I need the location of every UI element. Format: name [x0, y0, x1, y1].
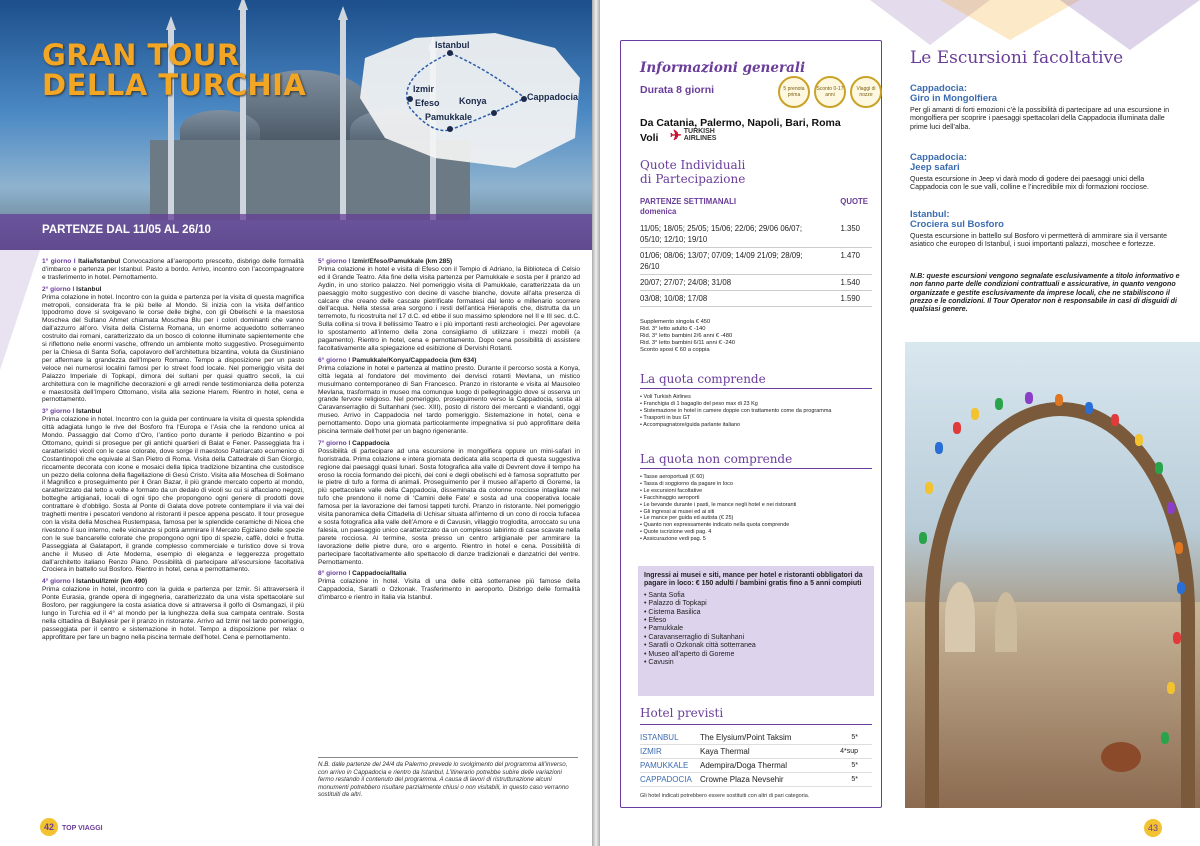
ingressi-heading: Ingressi ai musei e siti, mance per hotel e ristoranti obbligatori da pagare in loco: € 150 adulti / bambini gratis fino a 5 anni compiuti — [644, 572, 863, 588]
partenze-text: PARTENZE DAL 11/05 AL 26/10 — [42, 224, 211, 236]
itinerary-column-1 — [42, 258, 304, 813]
quote-heading-line-1: Quote Individuali — [640, 158, 746, 172]
col-quote: QUOTE — [840, 197, 868, 206]
hero-title-line-1: GRAN TOUR — [42, 38, 240, 72]
non-comprende-heading: La quota non comprende — [640, 452, 793, 466]
ingressi-box — [638, 566, 874, 696]
comprende-heading: La quota comprende — [640, 372, 766, 386]
day-6: 6° giorno I Pamukkale/Konya/Cappadocia (km 634) Prima colazione in hotel e partenza al mattino presto. Durante il percorso sosta a Konya, città legata al fondatore del movimento dei dervisci rotanti Mevlana, un mistico musulmano contemporaneo di San Francesco. Pranzo in ristorante e visita al Mausoleo Mevlana, trasformato in museo ma comunque luogo di pellegrinaggio dove si osserva un grande fervore religioso. Nel pomeriggio, proseguimento verso la Cappadocia, sosta al Caravanserraglio di Sultanhani (sec. XIII), posto di ristoro dei mercanti e viandanti, oggi museo. Arrivo in Cappadocia nel tardo pomeriggio. Sistemazione in hotel, cena e pernottamento. Dopo una giornata particolarmente impegnativa si può approfittare della piscina termale dell’hotel per un bagno rigenerante. — [318, 356, 580, 436]
excursion-bosforo: Istanbul: Crociera sul Bosforo Questa escursione in battello sul Bosforo vi permetterà di ammirare sia il versante asiatico che europeo di Istanbul, i suoi importanti palazzi, moschee e fortezze. — [910, 209, 1168, 249]
list-item: • Efeso — [644, 617, 868, 625]
list-item: • Facchinaggio aeroporti — [640, 495, 872, 502]
quote-heading-line-2: di Partecipazione — [640, 172, 746, 186]
list-item: • Sistemazione in hotel in camere doppie con trattamento come da programma — [640, 408, 872, 415]
map-label-istanbul: Istanbul — [435, 40, 470, 50]
list-item: • Tasse aeroportuali (€ 60) — [640, 474, 872, 481]
list-item: • Trasporti in bus GT — [640, 415, 872, 422]
day-1: 1° giorno I Italia/Istanbul Convocazione all’aeroporto prescelto, disbrigo delle formalità d’imbarco e partenza per Istanbul. Pasto a bordo. Arrivo, incontro con l’accompagnatore e trasferimento in hotel. Pernottamento. — [42, 258, 304, 281]
list-item: • Pamukkale — [644, 625, 868, 633]
map-label-cappadocia: Cappadocia — [527, 92, 579, 102]
price-row: 20/07; 27/07; 24/08; 31/08 1.540 — [640, 275, 872, 291]
map-label-pamukkale: Pamukkale — [425, 112, 473, 122]
durata: Durata 8 giorni — [640, 84, 715, 96]
excursion-jeep-safari: Cappadocia: Jeep safari Questa escursione in Jeep vi darà modo di godere dei paesaggi unici della Cappadocia con le sue valli, colline e l’incredibile mix di formazioni rocciose. — [910, 152, 1149, 192]
list-item: • Palazzo di Topkapi — [644, 600, 868, 608]
hotels-table — [640, 731, 872, 787]
price-row: 11/05; 18/05; 25/05; 15/06; 22/06; 29/06 06/07; 05/10; 12/10; 19/10 1.350 — [640, 221, 872, 248]
list-item: • Quote iscrizione vedi pag. 4 — [640, 529, 872, 536]
departure-cities: Da Catania, Palermo, Napoli, Bari, Roma — [640, 117, 841, 129]
itinerary-column-2 — [318, 258, 580, 753]
list-item: • Museo all’aperto di Goreme — [644, 651, 868, 659]
cappadocia-photo — [905, 342, 1200, 808]
day-4: 4° giorno I Istanbul/Izmir (km 490) Prima colazione in hotel, incontro con la guida e partenza per Izmir. Si attraverserà il Ponte Eurasia, grande opera di ingegneria, caratterizzato da una vista spettacolare sul Bosforo, per raggiungere la costa asiatica dove si attraversa il golfo di Osmangazi, il più lungo in Turchia ed il 4° al mondo per la lunghezza della sua campata centrale. Sosta nella cittadina di Balykesir per il pranzo in ristorante. Arrivo ad Izmir nel tardo pomeriggio, passeggiata per il centro e sistemazione in hotel. Tempo a disposizione per relax o approfittare per fare un bagno nella piscina termale dell’hotel. Cena e pernottamento. — [42, 578, 304, 641]
map-label-efeso: Efeso — [415, 98, 440, 108]
hero-title-line-2: DELLA TURCHIA — [42, 68, 307, 102]
excursions-title: Le Escursioni facoltative — [910, 48, 1124, 68]
list-item: • Quanto non espressamente indicato nella quota comprende — [640, 522, 872, 529]
list-item: • Le bevande durante i pasti, le mance negli hotel e nei ristoranti — [640, 502, 872, 509]
info-heading: Informazioni generali — [640, 60, 806, 76]
list-item: • Franchigia di 1 bagaglio del peso max di 23 Kg — [640, 401, 872, 408]
hero-title — [42, 40, 306, 100]
col-partenze: PARTENZE SETTIMANALI — [640, 197, 737, 206]
price-row: 01/06; 08/06; 13/07; 07/09; 14/09 21/09; 28/09; 26/10 1.470 — [640, 248, 872, 275]
route-map — [355, 18, 585, 178]
badge-prenota-prima: 5 prenota prima — [778, 76, 810, 108]
hotel-row: IZMIR Kaya Thermal 4*sup — [640, 745, 872, 759]
divider — [640, 724, 872, 725]
price-table-header — [640, 197, 872, 217]
page-number-right: 43 — [1144, 819, 1162, 837]
supplements: Supplemento singola € 450 Rid. 3° letto adulto € -140 Rid. 3° letto bambini 2/6 anni € -480 Rid. 3° letto bambini 6/11 anni € -240 Sconto sposi € 60 a coppia — [640, 319, 736, 354]
excursion-mongolfiera: Cappadocia: Giro in Mongolfiera Per gli amanti di forti emozioni c’è la possibilità di partecipare ad una escursione in mongolfiera per scoprire i paesaggi spettacolari della Cappadocia illuminata dalle prime luci dell’alba. — [910, 83, 1170, 131]
map-label-konya: Konya — [459, 96, 487, 106]
right-page — [600, 0, 1200, 846]
list-item: • Le mance per guida ed autista (€ 25) — [640, 515, 872, 522]
day-2: 2° giorno I Istanbul Prima colazione in hotel. Incontro con la guida e partenza per la visita di questa magnifica metropoli, considerata fra le più belle al Mondo. Si inizia con la visita dell’antico Ippodromo dove si svolgevano le corse delle bighe, con gli Obelischi e la maestosa Moschea del Sultano Ahmet chiamata Moschea Blu per i colori dominanti che vanno dall’azzurro all’oro. Visita della Cisterna Romana, un enorme acquedotto sotterraneo costruito dai romani, caratterizzato da un bosco di colonne illuminate sapientemente che si riflettono nelle enormi vasche, offrendo un ambiente molto suggestivo. Proseguimento per la Chiesa di Santa Sofia, capolavoro dell’architettura bizantina, voluta da Giustiniano per affermare la grandezza dell’Impero Romano. Tempo a disposizione per un pasto veloce nei numerosi localini famosi per lo street food locale. Nel pomeriggio visita del Palazzo Imperiale di Topkapi, dimora dei sultani per quasi quattro secoli, la cui architettura con le magnifiche decorazioni e gli arredi rende testimonianza della potenza e maestosità dell’Impero Ottomano, visita alla sezione Harem. Rientro in hotel, cena e pernottamento. — [42, 285, 304, 404]
divider — [640, 468, 872, 469]
airline-name: TURKISH AIRLINES — [683, 128, 717, 142]
footer-brand: TOP VIAGGI — [62, 825, 103, 832]
badge-sconto: Sconto 0-17 anni — [814, 76, 846, 108]
list-item: • Le escursioni facoltative — [640, 488, 872, 495]
list-item: • Caravanserraglio di Sultanhani — [644, 634, 868, 642]
excursions-note: N.B: queste escursioni vengono segnalate esclusivamente a titolo informativo e non fanno parte delle condizioni contrattuali e assicurative, in quanto vengono organizzate e gestite esclusivamente da imprese locali, che ne stabiliscono il prezzo e le condizioni. Il Tour Operator non è responsabile in casi di disguidi di qualsiasi genere. — [910, 272, 1180, 314]
list-item: • Assicurazione vedi pag. 5 — [640, 536, 872, 543]
hotel-row: ISTANBUL The Elysium/Point Taksim 5* — [640, 731, 872, 745]
day-7: 7° giorno I Cappadocia Possibilità di partecipare ad una escursione in mongolfiera oppure un mini-safari in fuoristrada. Prima colazione e intera giornata dedicata alla scoperta di questa suggestiva regione dai paesaggi quasi lunari. Sosta fotografica alla valle di Devrent dove il tempo ha eroso la roccia formando dei picchi, dei coni e degli obelischi ed è famosa soprattutto per le pietre di tufo a forma di animali. Proseguimento per il museo all’aperto di Goreme, la più spettacolare valle della Cappadocia, disseminata da colonne rocciose intagliate nel tufo che prendono il nome di ‘Camini delle Fate’ e sosta ad una cooperativa locale famosa per la lavorazione dei famosi tappeti turchi. Pranzo in ristorante. Nel pomeriggio visita panoramica della Cittadella di Uchisar situata all’interno di un cono di roccia tufacea e sosta fotografica alla valle dell’Amore e di Cavusin, villaggio troglodita, arroccato su una falesia, un paesaggio unico caratterizzato da un complesso labirinto di case scavate nella parete rocciosa. Al termine, sosta presso un centro artigianale per ammirare la lavorazione delle pietre dure, oro e argento. Rientro in hotel e cena. Possibilità di partecipare facoltativamente allo spettacolo di danze tradizionali e danzatrici del ventre. Pernottamento. — [318, 439, 580, 566]
hotel-row: CAPPADOCIA Crowne Plaza Nevsehir 5* — [640, 773, 872, 787]
non-comprende-list — [640, 474, 872, 543]
hotels-heading: Hotel previsti — [640, 706, 724, 720]
list-item: • Accompagnatore/guida parlante italiano — [640, 422, 872, 429]
quote-heading — [640, 158, 745, 186]
day-8: 8° giorno I Cappadocia/Italia Prima colazione in hotel. Visita di una delle città sotterranee più famose della Cappadocia, Saratli o Ozkonak. Trasferimento in aeroporto. Disbrigo delle formalità d’imbarco e rientro in Italia via Istanbul. — [318, 570, 580, 602]
hero-image — [0, 0, 592, 250]
list-item: • Cavusin — [644, 659, 868, 667]
left-page — [0, 0, 592, 846]
col-domenica: domenica — [640, 207, 677, 216]
badge-viaggi-nozze: Viaggi di nozze — [850, 76, 882, 108]
turkish-airlines-icon: ✈ — [670, 127, 682, 143]
map-label-izmir: Izmir — [413, 84, 435, 94]
list-item: • Tassa di soggiorno da pagare in loco — [640, 481, 872, 488]
footer-left — [40, 818, 103, 836]
hotel-row: PAMUKKALE Adempira/Doga Thermal 5* — [640, 759, 872, 773]
footer-right — [1144, 818, 1166, 837]
hotels-note: Gli hotel indicati potrebbero essere sostituiti con altri di pari categoria. — [640, 793, 810, 799]
comprende-list — [640, 394, 872, 429]
day-5: 5° giorno I Izmir/Efeso/Pamukkale (km 285) Prima colazione in hotel e visita di Efeso con il Tempio di Adriano, la Biblioteca di Celsio ed il Grande Teatro. Alla fine della visita partenza per Pamukkale e sosta per il pranzo ad Aydin, in uno storico palazzo. Nel pomeriggio visita di Pamukkale, caratterizzata da un paesaggio molto suggestivo con decine di vasche bianche, dovute all’alta presenza di calcare che creano delle cascate pietrificate formatesi dal lento e millenario scorrere dell’acqua. Nella stessa area sorgono i resti dell’antica Hierapolis che, distrutta da un terremoto, fu ricostruita nel 17 d.C. ed ebbe il suo massimo splendore nel II e III sec. d.C. Sulla collina si trova il bellissimo Teatro e i più importanti resti archeologici. Per agevolare lo spostamento all’interno della zona consigliamo di utilizzare i mezzi mobili (a pagamento). Rientro in hotel, cena e pernottamento. Dopo cena possibilità di assistere facoltativamente alla spiegazione ed esibizione di Dervishi Rotanti. — [318, 258, 580, 352]
price-row: 03/08; 10/08; 17/08 1.590 — [640, 291, 872, 307]
list-item: • Gli ingressi ai musei ed ai siti — [640, 509, 872, 516]
page-number-left: 42 — [40, 818, 58, 836]
voli-label: Voli — [640, 132, 659, 144]
list-item: • Cisterna Basilica — [644, 609, 868, 617]
list-item: • Saratli o Ozkonak città sotterranea — [644, 642, 868, 650]
divider — [640, 388, 872, 389]
list-item: • Voli Turkish Airlines — [640, 394, 872, 401]
day-3: 3° giorno I Istanbul Prima colazione in hotel. Incontro con la guida per continuare la visita di questa splendida città adagiata lungo le rive del Bosforo fra l’Europa e l’Asia che la rendono unica al Mondo. Passaggio dal Corno d’Oro, l’antico porto durante il periodo Bizantino e poi Ottomano, quindi si prosegue per gli antichi quartieri di Balat e Fener. Passeggiata fra i caratteristici vicoli con le case colorate, dove sorge il maestoso Patriarcato ecumenico di Costantinopoli che equivale al San Pietro di Roma. Visita della Cattedrale di San Giorgio, riccamente decorata con icone e mosaici della tipica tradizione bizantina che custodisce un pezzo della colonna della flagellazione di Gesù Cristo. Visita alla Moschea di Solimano il Magnifico e proseguimento per il Gran Bazar, il più grande mercato coperto al mondo, caratterizzato dal tetto a volte e formato da un dedalo di vicoli su cui si affacciano negozi, botteghe artigianali, locali di ogni tipo che propongono ogni genere di prodotti dove contrattare è d’obbligo. Sosta al Ponte di Galata dove potrete contemplare il via vai dei traghetti mentre i pescatori vendono al ristoranti il pesce appena pescato. Il tour prosegue con la visita della Moschea Rustempasa, famosa per le splendide ceramiche di Nicea che rivestono il suo interno, nelle vicinanze si potrà ammirare il Mercato Egiziano delle spezie con le sue bancarelle colorate che propongono ogni tipo di spezie, caffè, dolci e frutta. Passeggiata al Galataport, il grande complesso commerciale e turistico dove si trova anche il Museo di Arte Moderna, esempio di eleganza e leggerezza progettato dall’architetto italiano Renzo Piano. Possibilità di partecipare all’escursione facoltativa Crociera in battello sul Bosforo. Rientro in hotel, cena e pernottamento. — [42, 408, 304, 574]
airline-logo — [670, 128, 720, 142]
itinerary-note: N.B. dalle partenze del 24/4 da Palermo prevede lo svolgimento del programma all’inverso, con arrivo in Cappadocia e rientro da Istanbul. L’itinerario potrebbe subire delle variazioni fermo restando il contenuto del programma. A causa di lavori di ristrutturazione alcuni monumenti potrebbero risultare parzialmente chiusi o non visitabili, in questo caso verranno sostituiti da altri. — [318, 757, 578, 799]
spine — [592, 0, 600, 846]
list-item: • Santa Sofia — [644, 592, 868, 600]
price-table — [640, 197, 872, 307]
